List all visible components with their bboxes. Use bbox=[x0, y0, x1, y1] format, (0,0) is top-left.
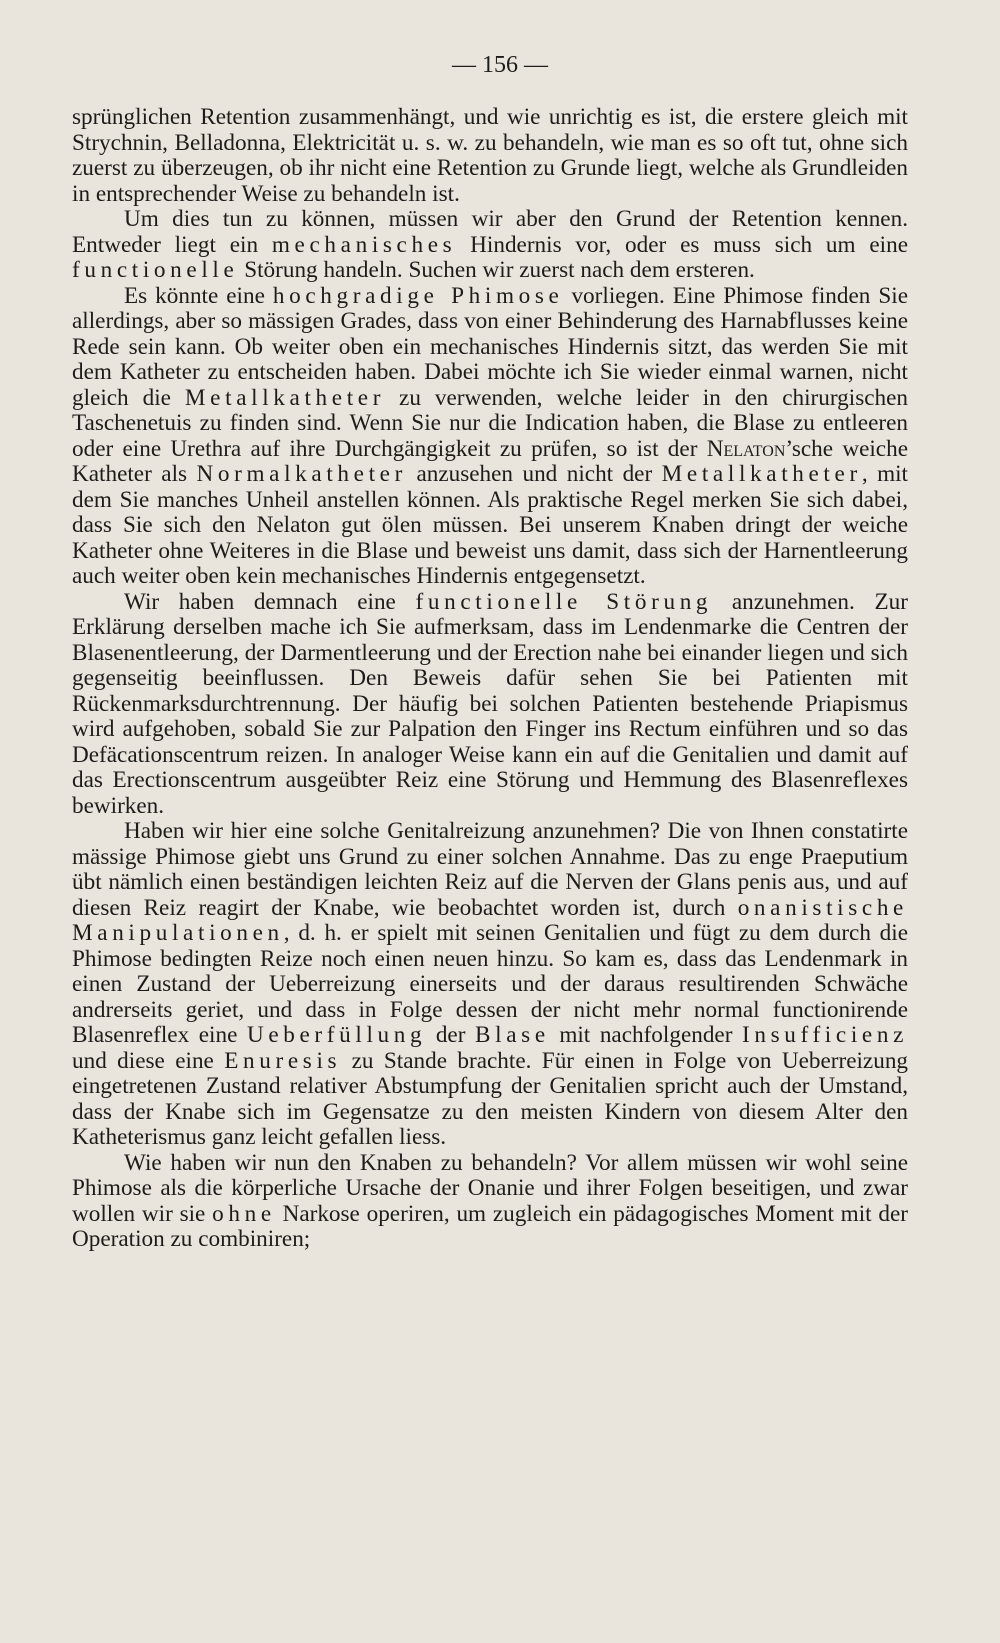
emphasis-spaced-text: Metallkatheter bbox=[184, 384, 386, 411]
text-run: sprünglichen Retention zusammenhängt, und wie unrichtig es ist, die erstere gleich mit Strychnin, Belladonna, Elektricität u. s. w. zu behandeln, wie man es so oft tut, ohne sich zuerst zu überzeugen, ob ihr nicht eine Retention zu Grunde liegt, welche als Grundleiden in entsprechender Weise zu behandeln ist. bbox=[72, 104, 908, 207]
text-run: Narkose operiren, um zugleich ein pädagogisches Moment mit der Operation zu combiniren; bbox=[72, 1200, 908, 1252]
emphasis-spaced-text: mechanisches bbox=[271, 231, 457, 258]
emphasis-spaced-text: Ueberfüllung bbox=[246, 1022, 427, 1048]
smallcaps-name: Nelaton bbox=[706, 435, 786, 462]
paragraph bbox=[72, 1151, 908, 1253]
text-run: Hindernis vor, oder es muss sich um eine bbox=[456, 231, 908, 258]
emphasis-spaced-text: functionelle bbox=[72, 257, 239, 283]
text-run: Wie haben wir nun den Knaben zu behandeln? Vor allem müssen wir wohl seine Phimose als die körperliche Ursache der Onanie und ihrer Folgen beseitigen, und zwar wollen wir sie bbox=[72, 1149, 908, 1227]
text-run: Haben wir hier eine solche Genitalreizung anzunehmen? Die von Ihnen constatirte mässige Phimose giebt uns Grund zu einer solchen Annahme. Das zu enge Praeputium übt nämlich einen beständigen leichten Reiz auf die Nerven der Glans penis aus, und auf diesen Reiz reagirt der Knabe, wie beobachtet worden ist, durch bbox=[72, 818, 908, 921]
emphasis-spaced-text: Blase bbox=[475, 1022, 550, 1048]
text-run: vorliegen. Eine Phimose finden Sie allerdings, aber so mässigen Grades, dass von einer Behinderung des Harnabflusses keine Rede sein kann. Ob weiter oben ein mechanisches Hindernis sitzt, das werden Sie mit dem Katheter zu entscheiden haben. Dabei möchte ich Sie wieder einmal warnen, nicht gleich die bbox=[72, 282, 908, 411]
paragraph bbox=[72, 819, 908, 1151]
paragraph bbox=[72, 284, 908, 590]
text-run: anzusehen und nicht der bbox=[406, 461, 662, 487]
page-number: — 156 — bbox=[452, 52, 548, 78]
text-run: Um dies tun zu können, müssen wir aber den Grund der Retention kennen. Entweder liegt ein bbox=[72, 206, 908, 258]
emphasis-spaced-text: Enuresis bbox=[224, 1047, 342, 1074]
emphasis-spaced-text: Metallkatheter bbox=[661, 461, 862, 487]
paragraph bbox=[72, 207, 908, 284]
text-run: , mit dem Sie manches Unheil anstellen können. Als praktische Regel merken Sie sich dabei, dass Sie sich den Nelaton gut ölen müssen. Bei unserem Knaben dringt der weiche Katheter ohne Weiteres in die Blase und beweist uns damit, dass sich der Harnentleerung auch weiter oben kein mechanisches Hindernis entgegensetzt. bbox=[72, 461, 908, 589]
text-run: ’sche weiche Katheter als bbox=[72, 435, 908, 487]
text-run: zu Stande brachte. Für einen in Folge von Ueberreizung eingetretenen Zustand relativer Abstumpfung der Genitalien spricht auch der Umstand, dass der Knabe sich im Gegensatze zu den meisten Kindern von diesem Alter den Katheterismus ganz leicht gefallen liess. bbox=[72, 1047, 909, 1150]
paragraph bbox=[72, 590, 908, 820]
emphasis-spaced-text: functionelle Störung bbox=[415, 588, 713, 615]
paragraph bbox=[72, 105, 908, 207]
text-run: der bbox=[426, 1022, 476, 1048]
emphasis-spaced-text: hochgradige Phimose bbox=[272, 282, 564, 309]
text-run: anzunehmen. Zur Erklärung derselben mache ich Sie aufmerksam, dass im Lendenmarke die Centren der Blasenentleerung, der Darmentleerung und der Erection nahe bei einander liegen und sich gegenseitig beeinflussen. Den Beweis dafür sehen Sie bei Patienten mit Rückenmarksdurchtrennung. Der häufig bei solchen Patienten bestehende Priapismus wird aufgehoben, sobald Sie zur Palpation den Finger ins Rectum einführen und so das Defäcationscentrum reizen. In analoger Weise kann ein auf die Genitalien und damit auf das Erectionscentrum ausgeübter Reiz eine Störung und Hemmung des Blasenreflexes bewirken. bbox=[72, 588, 908, 819]
text-run: zu verwenden, welche leider in den chirurgischen Taschenetuis zu finden sind. Wenn Sie nur die Indication haben, die Blase zu entleeren oder eine Urethra auf ihre Durchgängigkeit zu prüfen, so ist der bbox=[72, 384, 908, 462]
text-run: Wir haben demnach eine bbox=[124, 588, 416, 615]
emphasis-spaced-text: Insufficienz bbox=[742, 1022, 909, 1048]
emphasis-spaced-text: Normalkatheter bbox=[196, 461, 407, 487]
emphasis-spaced-text: ohne bbox=[212, 1200, 276, 1227]
body-text bbox=[72, 105, 908, 1253]
text-run: Es könnte eine bbox=[124, 282, 273, 309]
text-run: , d. h. er spielt mit seinen Genitalien und fügt zu dem durch die Phimose bedingten Reize noch einen neuen hinzu. So kam es, dass das Lendenmark in einen Zustand der Ueberreizung einerseits und der daraus resultirenden Schwäche andrerseits geriet, und dass in Folge dessen der nicht mehr normal functionirende Blasenreflex eine bbox=[72, 920, 908, 1048]
text-run: und diese eine bbox=[72, 1047, 225, 1074]
emphasis-spaced-text: onanistische Manipulationen bbox=[72, 894, 908, 946]
text-run: mit nachfolgender bbox=[549, 1022, 743, 1048]
text-run: Störung handeln. Suchen wir zuerst nach dem ersteren. bbox=[238, 257, 755, 283]
